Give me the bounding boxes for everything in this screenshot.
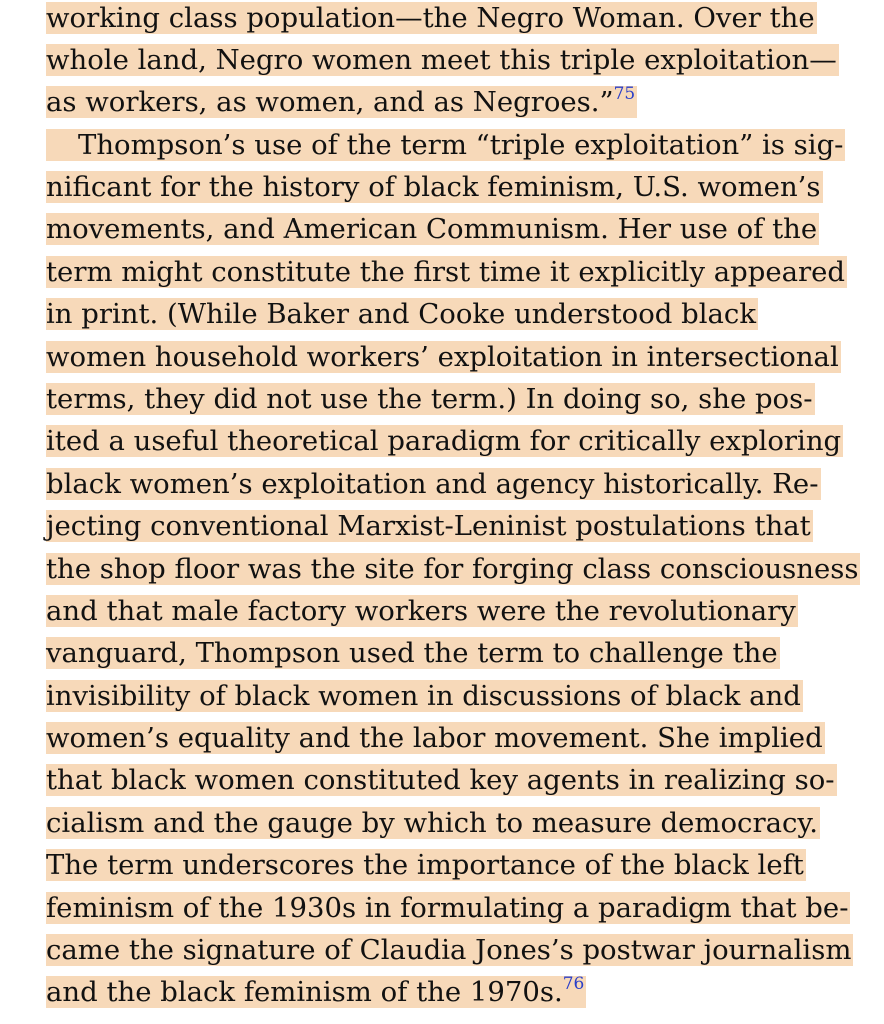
highlighted-text bbox=[46, 976, 586, 1008]
text-line-6 bbox=[46, 209, 819, 250]
text-line-4 bbox=[46, 125, 845, 166]
highlighted-text: invisibility of black women in discussions of black and bbox=[46, 680, 801, 712]
text-line-3 bbox=[46, 82, 637, 123]
highlighted-text: vanguard, Thompson used the term to challenge the bbox=[46, 637, 778, 669]
text-line-16 bbox=[46, 633, 780, 674]
text-line-22 bbox=[46, 888, 850, 929]
text-line-9 bbox=[46, 337, 841, 378]
text-line-18 bbox=[46, 718, 825, 759]
highlighted-text: ited a useful theoretical paradigm for critically exploring bbox=[46, 425, 842, 457]
highlighted-text: women’s equality and the labor movement. She implied bbox=[46, 722, 823, 754]
text-line-17 bbox=[46, 676, 803, 717]
highlighted-text: working class population—the Negro Woman. Over the bbox=[46, 2, 815, 34]
text-line-21 bbox=[46, 845, 806, 886]
paragraph-end-text: and the black feminism of the 1970s. bbox=[46, 976, 563, 1008]
text-line-2 bbox=[46, 40, 839, 81]
text-line-19 bbox=[46, 760, 837, 801]
text-line-13 bbox=[46, 506, 813, 547]
paragraph-start-text: Thompson’s use of the term “triple exploitation” is sig- bbox=[46, 129, 845, 161]
text-line-20 bbox=[46, 803, 820, 844]
highlighted-text: came the signature of Claudia Jones’s postwar journalism bbox=[46, 934, 852, 966]
highlighted-text: cialism and the gauge by which to measure democracy. bbox=[46, 807, 819, 839]
text-line-24 bbox=[46, 972, 586, 1013]
highlighted-text: term might constitute the first time it explicitly appeared bbox=[46, 256, 846, 288]
footnote-marker-75[interactable]: 75 bbox=[613, 84, 636, 104]
highlighted-text: in print. (While Baker and Cooke understood black bbox=[46, 298, 756, 330]
footnote-marker-76[interactable]: 76 bbox=[562, 974, 585, 994]
highlighted-text: the shop floor was the site for forging class consciousness bbox=[46, 553, 859, 585]
highlighted-text: that black women constituted key agents in realizing so- bbox=[46, 764, 835, 796]
highlighted-text: jecting conventional Marxist-Leninist postulations that bbox=[46, 510, 811, 542]
highlighted-text bbox=[46, 86, 637, 118]
highlighted-text: movements, and American Communism. Her use of the bbox=[46, 213, 818, 245]
highlighted-text: black women’s exploitation and agency historically. Re- bbox=[46, 468, 819, 500]
text-line-15 bbox=[46, 591, 798, 632]
text-line-23 bbox=[46, 930, 853, 971]
highlighted-text: and that male factory workers were the revolutionary bbox=[46, 595, 796, 627]
text-line-14 bbox=[46, 549, 860, 590]
quote-end-text: as workers, as women, and as Negroes.” bbox=[46, 86, 614, 118]
text-line-1 bbox=[46, 0, 817, 39]
text-line-11 bbox=[46, 421, 843, 462]
highlighted-text: terms, they did not use the term.) In doing so, she pos- bbox=[46, 383, 813, 415]
text-line-12 bbox=[46, 464, 821, 505]
highlighted-text: feminism of the 1930s in formulating a paradigm that be- bbox=[46, 892, 849, 924]
text-line-7 bbox=[46, 252, 847, 293]
text-line-5 bbox=[46, 167, 823, 208]
highlighted-text: nificant for the history of black feminism, U.S. women’s bbox=[46, 171, 821, 203]
highlighted-text: women household workers’ exploitation in intersectional bbox=[46, 341, 839, 373]
highlighted-text: whole land, Negro women meet this triple exploitation— bbox=[46, 44, 837, 76]
text-line-8 bbox=[46, 294, 758, 335]
highlighted-text: The term underscores the importance of the black left bbox=[46, 849, 804, 881]
text-line-10 bbox=[46, 379, 815, 420]
